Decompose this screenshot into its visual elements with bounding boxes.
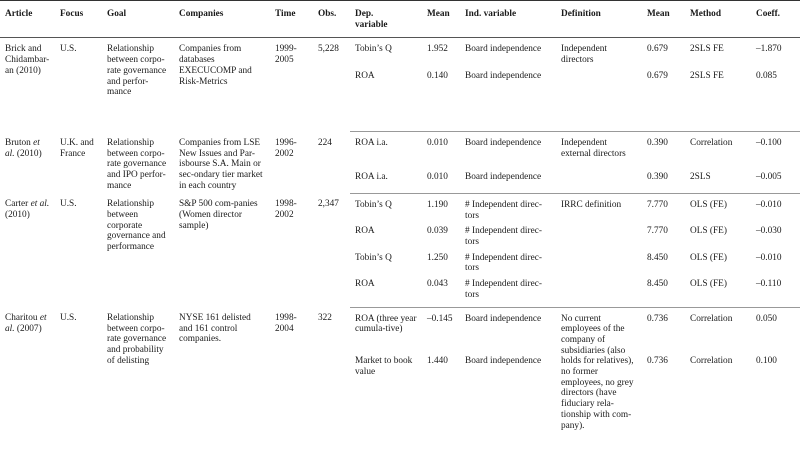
cell-mean-2: 0.679 [647,44,668,55]
cell-focus: U.S. [60,199,77,210]
cell-goal: Relationship between corporate governance and performance [107,199,166,253]
cell-coeff: 0.100 [756,356,777,367]
cell-coeff: 0.050 [756,313,777,324]
cell-companies: Companies from databases EXECUCOMP and Risk-Metrics [179,44,252,87]
cell-ind-variable: # Independent direc-tors [465,252,542,274]
cell-goal: Relationship between corpo-rate governance and IPO perfor-mance [107,137,167,191]
cell-method: OLS (FE) [690,199,727,210]
cell-definition: No current employees of the company of subsidiaries (also holds for relatives), no former employees, no grey directors (have fiduciary rela-tionship with com-pany). [561,313,634,431]
cell-method: 2SLS FE [685,68,751,132]
cell-ind-variable: Board independence [460,68,556,132]
article-author: Bruton [5,137,34,148]
cell-method: Correlation [690,138,733,149]
cell-time: 1999-2005 [275,44,297,66]
article-author: Carter [5,199,31,210]
cell-article [0,307,55,433]
cell-mean: 0.043 [422,276,460,307]
cell-ind-variable: Board independence [465,44,542,55]
cell-method: Correlation [690,356,733,367]
cell-mean: 1.250 [427,252,448,263]
cell-ind-variable: Board independence [465,356,542,367]
cell-mean-2: 8.450 [647,252,668,263]
cell-method: OLS (FE) [690,252,727,263]
table-row [0,193,800,223]
cell-mean: 0.010 [422,169,460,194]
header-obs: Obs. [313,1,350,38]
header-definition: Definition [556,1,642,38]
cell-obs: 5,228 [318,44,339,55]
cell-mean-2: 0.390 [647,138,668,149]
cell-definition [556,223,642,249]
cell-mean: 1.952 [427,44,448,55]
cell-time: 1998-2004 [275,313,297,334]
header-mean: Mean [422,1,460,38]
cell-obs: 2,347 [318,199,339,210]
cell-dep-variable: ROA i.a. [350,169,422,194]
article-etal: et al. [30,199,50,210]
header-method: Method [685,1,751,38]
cell-focus: U.S. [60,313,77,324]
cell-time: 1998-2002 [275,199,297,221]
cell-mean-2: 0.390 [642,169,685,194]
cell-method: OLS (FE) [690,226,727,237]
cell-coeff: –0.010 [756,199,782,210]
cell-coeff: –0.010 [756,252,782,263]
cell-mean-2: 0.736 [647,356,668,367]
cell-definition [556,276,642,307]
cell-companies: NYSE 161 delisted and 161 control companies. [179,313,251,345]
article-author: Charitou [5,313,40,324]
cell-goal: Relationship between corpo-rate governance and probability of delisting [107,313,167,366]
cell-coeff: –0.005 [751,169,800,194]
article-year: (2007) [14,323,42,334]
cell-article [0,193,55,307]
header-dep-variable [350,1,422,38]
cell-mean-2: 8.450 [642,276,685,307]
cell-article: Brick and Chidambar-an (2010) [5,44,50,76]
cell-goal: Relationship between corpo-rate governance and perfor-mance [107,44,167,98]
header-row [0,1,800,38]
article-etal: et al. [5,313,47,334]
cell-dep-variable: ROA i.a. [355,138,388,149]
cell-dep-variable: Tobin’s Q [355,44,392,55]
cell-coeff: –1.870 [756,44,782,55]
cell-coeff: –0.100 [756,138,782,149]
cell-mean: 1.440 [427,356,448,367]
cell-coeff: –0.110 [751,276,800,307]
cell-dep-variable: ROA [355,226,375,237]
header-ind-variable: Ind. variable [460,1,556,38]
cell-method: Correlation [690,313,733,324]
cell-definition: Independent directors [561,44,607,66]
header-focus: Focus [55,1,102,38]
cell-ind-variable: # Independent direc-tors [465,226,542,248]
cell-obs: 224 [318,137,332,148]
cell-focus: U.S. [60,44,77,55]
cell-focus: U.K. and France [60,137,94,159]
cell-dep-variable: ROA [350,276,422,307]
cell-method: 2SLS FE [690,44,724,55]
cell-ind-variable: # Independent direc-tors [460,276,556,307]
cell-definition [556,250,642,276]
article-year: (2010) [14,148,42,159]
cell-ind-variable: Board independence [465,138,542,149]
cell-ind-variable: Board independence [460,169,556,194]
header-article: Article [0,1,55,38]
cell-mean-2: 0.679 [642,68,685,132]
cell-method: OLS (FE) [685,276,751,307]
header-dep-variable-text: Dep. variable [355,9,388,30]
cell-mean: 0.140 [422,68,460,132]
cell-companies: Companies from LSE New Issues and Par-isbourse S.A. Main or sec-ondary tier market in each country [179,137,263,191]
cell-mean: 0.039 [427,226,448,237]
cell-dep-variable: ROA [350,68,422,132]
cell-companies: S&P 500 com-panies (Women director sample) [179,199,258,231]
header-time: Time [270,1,313,38]
cell-time: 1996-2002 [275,137,297,159]
cell-dep-variable: Tobin’s Q [355,252,392,263]
cell-definition: IRRC definition [561,199,622,210]
cell-coeff: 0.085 [751,68,800,132]
cell-obs: 322 [318,313,332,324]
cell-mean-2: 7.770 [647,199,668,210]
cell-ind-variable: Board independence [465,313,542,324]
cell-article [0,132,55,194]
cell-method: 2SLS [685,169,751,194]
cell-mean: –0.145 [427,313,453,324]
article-etal: et al. [5,137,40,159]
cell-coeff: –0.030 [756,226,782,237]
article-year: (2010) [5,210,30,221]
cell-dep-variable: Market to book value [355,356,413,377]
header-coeff: Coeff. [751,1,800,38]
table-row [0,132,800,169]
header-companies: Companies [174,1,270,38]
cell-dep-variable: ROA (three year cumula-tive) [355,313,417,335]
cell-definition [556,68,642,132]
header-mean-2: Mean [642,1,685,38]
cell-mean: 1.190 [427,199,448,210]
cell-dep-variable: Tobin’s Q [355,199,392,210]
cell-definition: Independent external directors [561,138,626,160]
table-row [0,307,800,353]
table-row [0,38,800,68]
cell-mean: 0.010 [427,138,448,149]
header-goal: Goal [102,1,174,38]
cell-definition [556,169,642,194]
cell-mean-2: 0.736 [647,313,668,324]
cell-mean-2: 7.770 [647,226,668,237]
cell-ind-variable: # Independent direc-tors [465,199,542,221]
